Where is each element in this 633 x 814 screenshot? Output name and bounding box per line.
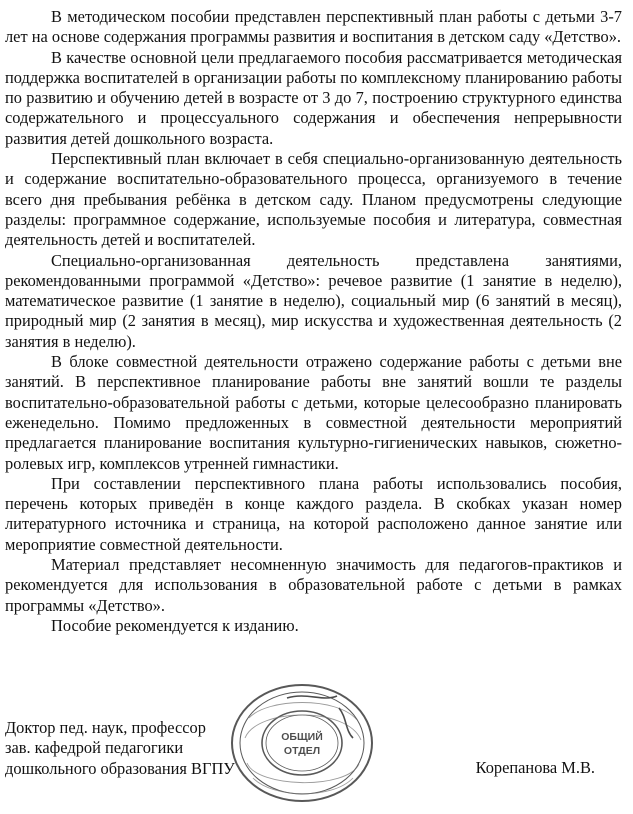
stamp-text-line2: ОТДЕЛ [283,745,321,757]
paragraph: Материал представляет несомненную значимость для педагогов-практиков и рекомендуется для использования в образовательной работе с детьми в рамках программы «Детство». [5,555,622,615]
paragraph: В методическом пособии представлен перспективный план работы с детьми 3-7 лет на основе содержания программы развития и воспитания в детском саду «Детство». [5,7,622,47]
review-text [5,7,622,636]
paragraph: В блоке совместной деятельности отражено содержание работы с детьми вне занятий. В перспективное планирование работы вне занятий вошли те разделы воспитательно-образовательной работы с детьми, которые целесообразно планировать еженедельно. Помимо предложенных в совместной деятельности мероприятий предлагается планирование воспитания культурно-гигиенических навыков, сюжетно-ролевых игр, комплексов утренней гимнастики. [5,352,622,473]
stamp-text-line1: ОБЩИЙ [281,731,323,743]
paragraph: Перспективный план включает в себя специально-организованную деятельность и содержание воспитательно-образовательного процесса, организуемого в течение всего дня пребывания ребёнка в детском саду. Планом предусмотрены следующие разделы: программное содержание, используемые пособия и литература, совместная деятельность детей и воспитателей. [5,149,622,250]
paragraph: При составлении перспективного плана работы использовались пособия, перечень которых приведён в конце каждого раздела. В скобках указан номер литературного источника и страница, на которой расположено данное занятие или мероприятие совместной деятельности. [5,473,622,554]
signature-department-line: дошкольного образования ВГПУ [5,758,235,778]
official-stamp [227,678,377,808]
signature-title-line: Доктор пед. наук, профессор [5,718,206,737]
paragraph: В качестве основной цели предлагаемого пособия рассматривается методическая поддержка воспитателей в организации работы по комплексному планированию работы по развитию и обучению детей в возрасте от 3 до 7, построению структурного единства содержательного и процессуального содержания и обеспечения непрерывности развития детей дошкольного возраста. [5,47,622,148]
paragraph: Пособие рекомендуется к изданию. [51,615,299,635]
paragraph: Специально-организованная деятельность представлена занятиями, рекомендованными программой «Детство»: речевое развитие (1 занятие в неделю), математическое развитие (1 занятие в неделю), социальный мир (6 занятий в месяц), природный мир (2 занятия в месяц), мир искусства и художественная деятельность (2 занятия в неделю). [5,250,622,351]
signature-name: Корепанова М.В. [475,758,595,777]
signature-position-line: зав. кафедрой педагогики [5,738,184,758]
